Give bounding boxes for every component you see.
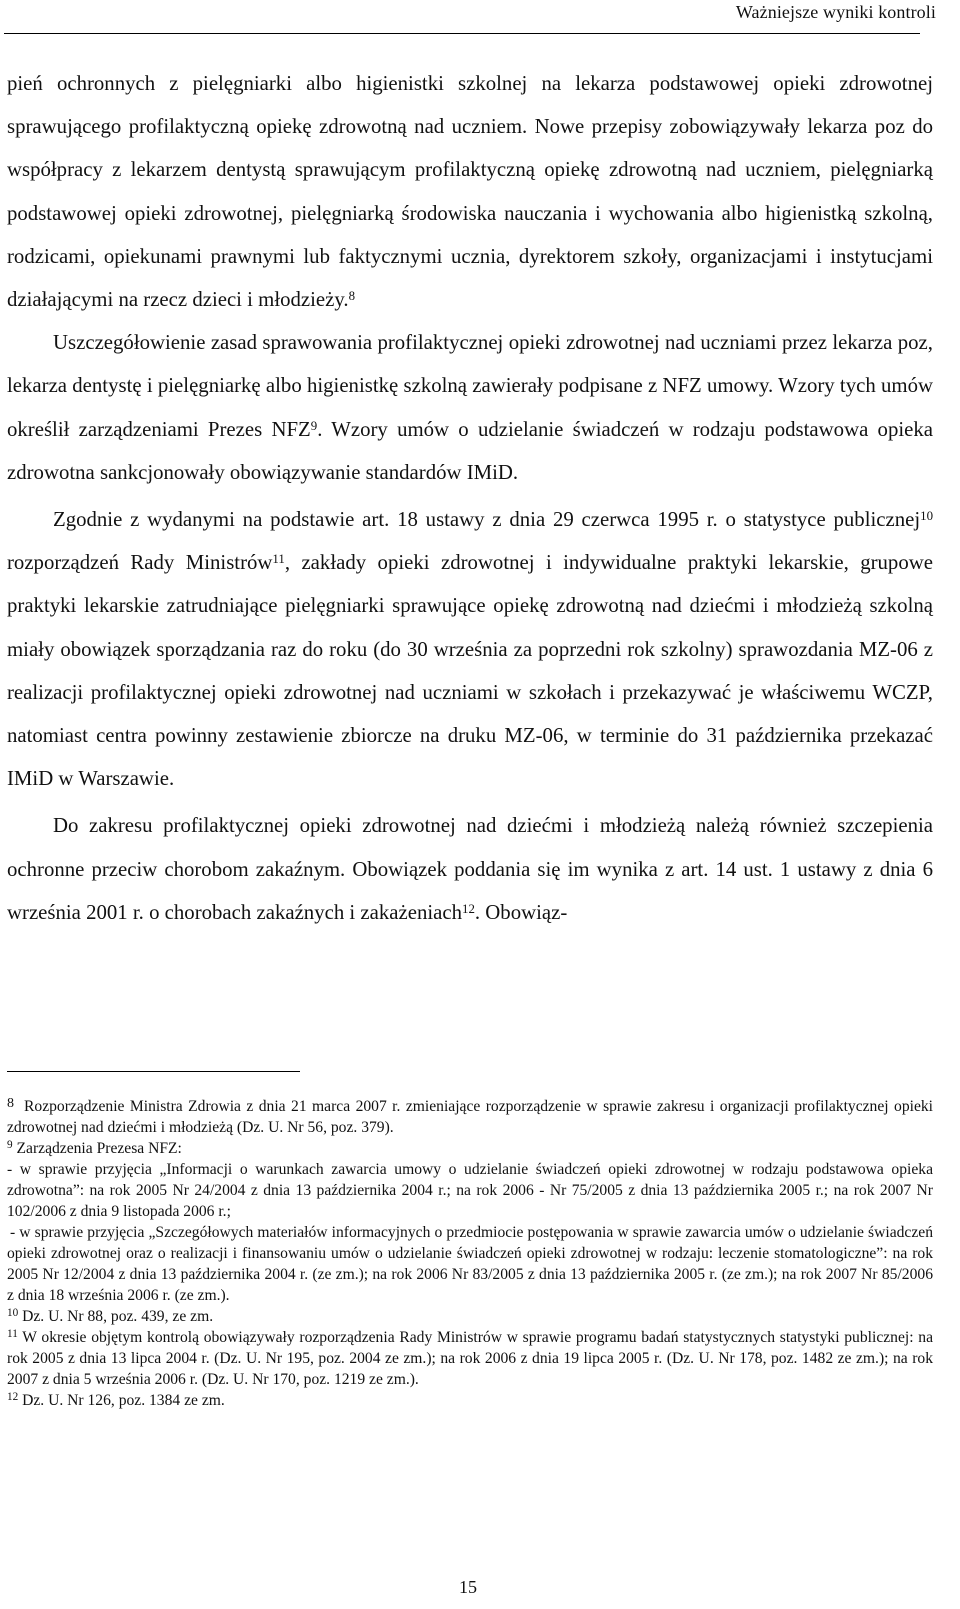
paragraph-4-text-b: . Obowiąz- <box>474 900 568 924</box>
footnote-ref-9: 9 <box>310 418 318 433</box>
paragraph-3-text-a: Zgodnie z wydanymi na podstawie art. 18 ustawy z dnia 29 czerwca 1995 r. o statystyce publicznej <box>53 508 921 532</box>
footnote-9-item-2: - w sprawie przyjęcia „Szczegółowych materiałów informacyjnych o przedmiocie postępowania w sprawie zawarcia umów o udzielanie świadczeń opieki zdrowotnej oraz o realizacji i finansowaniu umów o udzielanie świadczeń opieki zdrowotnej w rodzaju: leczenie stomatologiczne”: na rok 2005 Nr 12/2004 z dnia 13 października 2004 r. (ze zm.); na rok 2006 Nr 83/2005 z dnia 13 października 2005 r. (ze zm.); na rok 2007 Nr 85/2006 z dnia 18 września 2006 r. (ze zm.). <box>7 1224 933 1304</box>
paragraph-1-text: pień ochronnych z pielęgniarki albo higienistki szkolnej na lekarza podstawowej opieki zdrowotnej sprawującego profilaktyczną opiekę zdrowotną nad uczniem. Nowe przepisy zobowiązywały lekarza poz do współpracy z lekarzem dentystą sprawującym profilaktyczną opiekę zdrowotną nad uczniem, pielęgniarką podstawowej opieki zdrowotnej, pielęgniarką środowiska nauczania i wychowania albo higienistką szkolną, rodzicami, opiekunami prawnymi lub faktycznymi ucznia, dyrektorem szkoły, organizacjami i instytucjami działającymi na rzecz dzieci i młodzieży. <box>7 72 933 312</box>
footnote-8-text: Rozporządzenie Ministra Zdrowia z dnia 21 marca 2007 r. zmieniające rozporządzenie w sprawie zakresu i organizacji profilaktycznej opieki zdrowotnej nad dziećmi i młodzieżą (Dz. U. Nr 56, poz. 379). <box>7 1098 933 1136</box>
footnote-10-text: Dz. U. Nr 88, poz. 439, ze zm. <box>22 1308 214 1325</box>
footnote-ref-12: 12 <box>462 902 475 917</box>
paragraph-3 <box>7 498 933 800</box>
paragraph-3-text-c: , zakłady opieki zdrowotnej i indywidualne praktyki lekarskie, grupowe praktyki lekarskie zatrudniające pielęgniarki sprawujące opiekę zdrowotną nad dziećmi i młodzieżą szkolną miały obowiązek sporządzania raz do roku (do 30 września za poprzedni rok szkolny) sprawozdania MZ-06 z realizacji profilaktycznej opieki zdrowotnej nad uczniami w szkołach i przekazywać je właściwemu WCZP, natomiast centra powinny zestawienie zbiorcze na druku MZ-06, w terminie do 31 października przekazać IMiD w Warszawie. <box>7 551 933 791</box>
header-rule <box>4 33 920 34</box>
footnote-9-number: 9 <box>7 1139 13 1152</box>
footnote-11 <box>7 1327 933 1390</box>
footnote-10-number: 10 <box>7 1307 19 1320</box>
page-number: 15 <box>459 1577 477 1597</box>
paragraph-2-text-a: Uszczegółowienie zasad sprawowania profilaktycznej opieki zdrowotnej nad uczniami przez lekarza poz, lekarza dentystę i pielęgniarkę albo higienistkę szkolną zawierały podpisane z NFZ umowy. Wzory tych umów określił zarządzeniami Prezes NFZ <box>7 331 933 441</box>
paragraph-1 <box>7 62 933 321</box>
footnote-12-number: 12 <box>7 1391 19 1404</box>
paragraph-4-text-a: Do zakresu profilaktycznej opieki zdrowotnej nad dziećmi i młodzieżą należą również szczepienia ochronne przeciw chorobom zakaźnym. Obowiązek poddania się im wynika z art. 14 ust. 1 ustawy z dnia 6 września 2001 r. o chorobach zakaźnych i zakażeniach <box>7 814 933 924</box>
footnote-8 <box>7 1096 933 1138</box>
footnote-11-text: W okresie objętym kontrolą obowiązywały rozporządzenia Rady Ministrów w sprawie programu badań statystycznych statystyki publicznej: na rok 2005 z dnia 13 lipca 2004 r. (Dz. U. Nr 195, poz. 2004 ze zm.); na rok 2006 z dnia 19 lipca 2005 r. (Dz. U. Nr 178, poz. 1482 ze zm.); na rok 2007 z dnia 5 września 2006 r. (Dz. U. Nr 170, poz. 1219 ze zm.). <box>7 1329 933 1388</box>
footnote-10 <box>7 1306 933 1327</box>
running-header: Ważniejsze wyniki kontroli <box>735 2 936 22</box>
main-text <box>7 62 933 934</box>
footnote-12 <box>7 1390 933 1411</box>
paragraph-3-text-b: rozporządzeń Rady Ministrów <box>7 551 273 575</box>
footnote-8-number: 8 <box>7 1094 15 1111</box>
footnote-separator <box>7 1071 300 1072</box>
paragraph-2-text-b: . Wzory umów o udzielanie świadczeń w rodzaju podstawowa opieka zdrowotna sankcjonowały obowiązywanie standardów IMiD. <box>7 417 933 484</box>
footnote-9-title: Zarządzenia Prezesa NFZ: <box>16 1140 182 1157</box>
footnote-9 <box>7 1138 933 1159</box>
footnote-12-text: Dz. U. Nr 126, poz. 1384 ze zm. <box>22 1392 225 1409</box>
footnote-ref-8: 8 <box>348 289 356 304</box>
footnotes <box>7 1096 933 1411</box>
paragraph-4 <box>7 804 933 934</box>
paragraph-2 <box>7 321 933 494</box>
footnote-9-item-1: - w sprawie przyjęcia „Informacji o warunkach zawarcia umowy o udzielanie świadczeń opieki zdrowotnej w rodzaju podstawowa opieka zdrowotna”: na rok 2005 Nr 24/2004 z dnia 13 października 2004 r.; na rok 2006 - Nr 75/2005 z dnia 13 października 2005 r.; na rok 2007 Nr 102/2006 z dnia 9 listopada 2006 r.; <box>7 1161 933 1220</box>
footnote-ref-10: 10 <box>920 509 933 524</box>
footnote-11-number: 11 <box>7 1328 18 1341</box>
footnote-ref-11: 11 <box>272 552 285 567</box>
